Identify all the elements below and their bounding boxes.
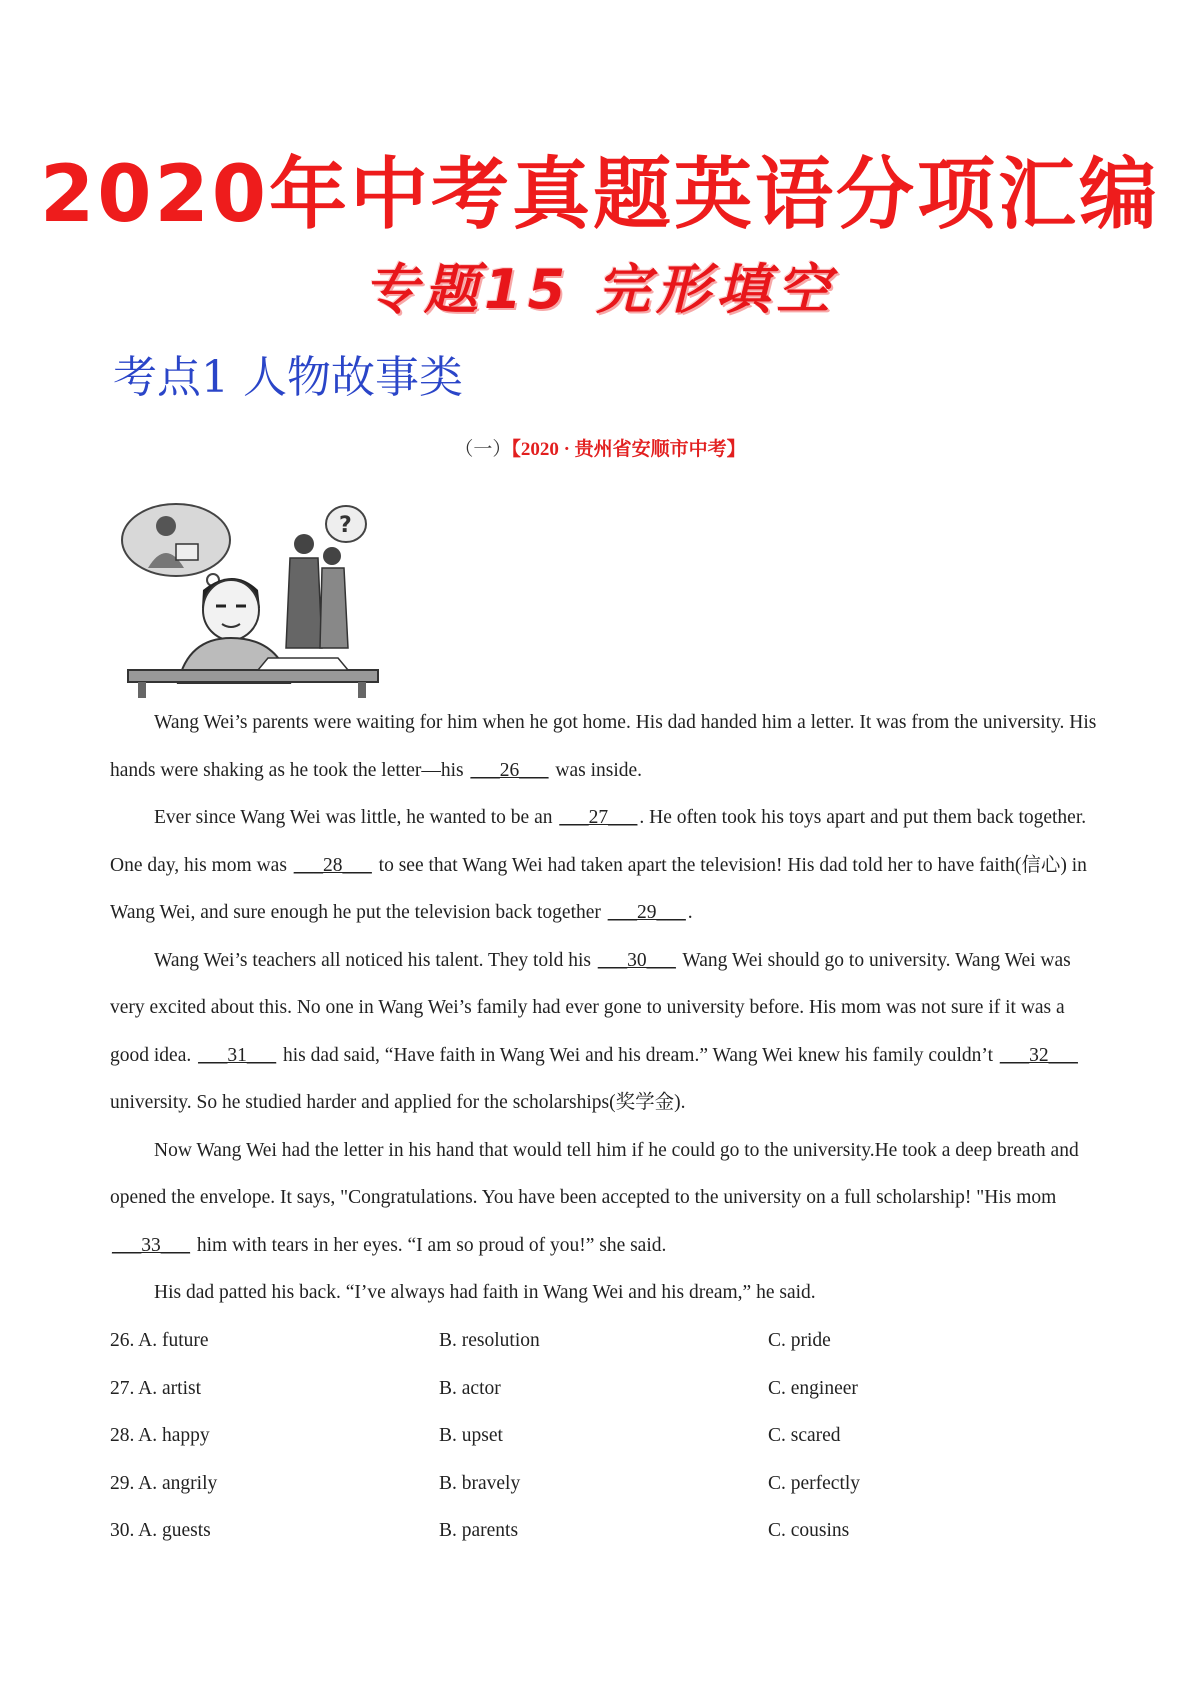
option-c: C. perfectly (768, 1472, 861, 1494)
cloze-blank: ___33___ (112, 1234, 190, 1256)
option-a: 27. A. artist (110, 1377, 201, 1399)
passage-text: was inside. (550, 759, 643, 781)
student-at-desk-illustration (118, 498, 390, 698)
cloze-blank: ___30___ (597, 949, 676, 971)
passage-paragraph (110, 1269, 1100, 1317)
passage-text: Wang Wei’s parents were waiting for him when he got home. His dad handed him a letter. It was from the university. His hands were shaking as he took the letter—his (110, 712, 1097, 781)
sub-title: 专题15 完形填空 (364, 258, 836, 321)
cloze-blank: ___28___ (293, 854, 372, 876)
passage-text: His dad patted his back. “I’ve always had faith in Wang Wei and his dream,” he said. (154, 1282, 816, 1303)
cloze-blank: ___29___ (607, 902, 686, 923)
passage-text: him with tears in her eyes. “I am so proud of you!” she said. (192, 1234, 667, 1256)
source-text: 【2020 · 贵州省安顺市中考】 (511, 439, 746, 460)
option-a: 26. A. future (110, 1330, 209, 1351)
option-c: C. scared (768, 1425, 841, 1446)
option-c: C. engineer (768, 1377, 858, 1399)
option-row (110, 1412, 1100, 1460)
option-row (110, 1507, 1100, 1555)
option-b: B. resolution (439, 1330, 540, 1351)
cloze-blank: ___27___ (559, 807, 638, 828)
option-c: C. cousins (768, 1520, 850, 1541)
passage-text: university. So he studied harder and applied for the scholarships(奖学金). (110, 1092, 686, 1113)
section-title: 考点1 人物故事类 (113, 352, 463, 403)
answer-options (110, 1317, 1100, 1555)
passage-text: his dad said, “Have faith in Wang Wei and his dream.” Wang Wei knew his family couldn’t (278, 1044, 998, 1066)
cloze-blank: ___32___ (999, 1044, 1078, 1066)
passage-text: Now Wang Wei had the letter in his hand that would tell him if he could go to the university.He took a deep breath and opened the envelope. It says, "Congratulations. You have been accepted to the university on a full scholarship! "His mom (110, 1139, 1079, 1208)
passage-text: Wang Wei should go to university. Wang Wei was very excited about this. No one in Wang Wei’s family had ever gone to university before. His mom was not sure if it was a good idea. (110, 949, 1071, 1066)
source-paren: （一） (454, 439, 512, 460)
passage-text: Wang Wei’s teachers all noticed his talent. They told his (154, 949, 596, 971)
question-mark: ? (339, 513, 352, 538)
option-c: C. pride (768, 1330, 831, 1351)
main-title: 2020年中考真题英语分项汇编 (39, 150, 1161, 240)
passage-paragraph (110, 699, 1100, 794)
option-row (110, 1365, 1100, 1413)
source-line (0, 436, 1200, 464)
option-b: B. actor (439, 1377, 501, 1399)
passage-text: Ever since Wang Wei was little, he wanted to be an (154, 807, 558, 828)
option-a: 29. A. angrily (110, 1472, 218, 1494)
option-a: 30. A. guests (110, 1520, 211, 1541)
option-row (110, 1317, 1100, 1365)
passage-text: to see that Wang Wei had taken apart the television! His dad told her to have faith(信心) in Wang Wei, and sure enough he put the television back together (110, 854, 1087, 923)
passage (110, 699, 1100, 1317)
cloze-blank: ___26___ (470, 759, 549, 781)
passage-paragraph (110, 794, 1100, 937)
passage-text: . He often took his toys apart and put them back together. One day, his mom was (110, 807, 1087, 876)
cloze-blank: ___31___ (198, 1044, 277, 1066)
option-row (110, 1460, 1100, 1508)
option-b: B. parents (439, 1520, 519, 1541)
passage-paragraph (110, 937, 1100, 1127)
passage-text: . (687, 902, 693, 923)
option-a: 28. A. happy (110, 1425, 210, 1446)
option-b: B. upset (439, 1425, 503, 1446)
passage-paragraph (110, 1127, 1100, 1270)
option-b: B. bravely (439, 1472, 521, 1494)
